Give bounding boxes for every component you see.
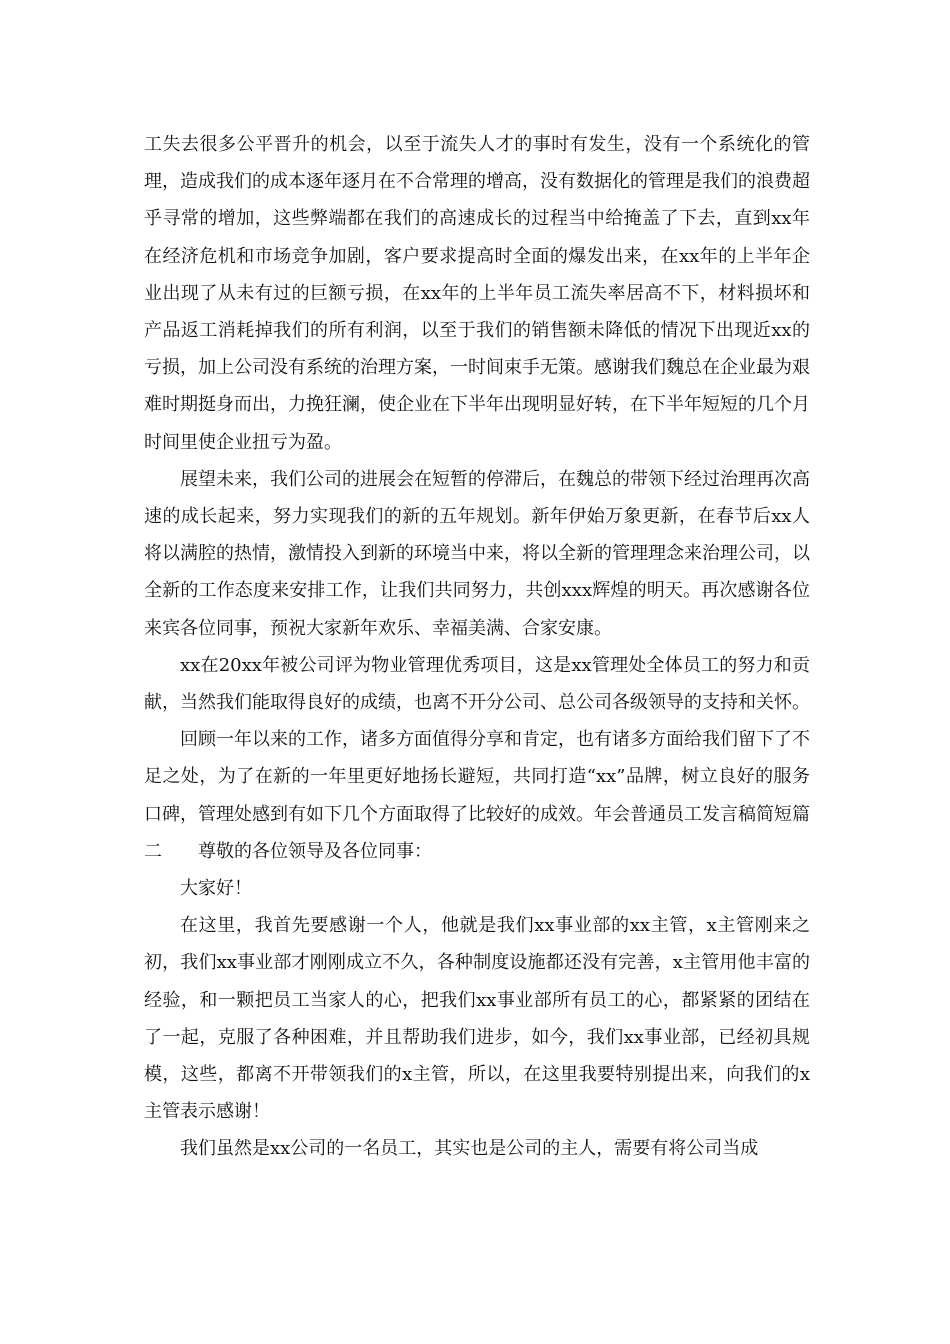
document-body [144, 126, 810, 1168]
paragraph-4 [144, 721, 810, 870]
paragraph-6: 在这里，我首先要感谢一个人，他就是我们xx事业部的xx主管，x主管刚来之初，我们xx事业部才刚刚成立不久，各种制度设施都还没有完善，x主管用他丰富的经验，和一颗把员工当家人的心，把我们xx事业部所有员工的心，都紧紧的团结在了一起，克服了各种困难，并且帮助我们进步，如今，我们xx事业部，已经初具规模，这些，都离不开带领我们的x主管，所以，在这里我要特别提出来，向我们的x主管表示感谢！ [144, 915, 810, 1123]
paragraph-1: 工失去很多公平晋升的机会，以至于流失人才的事时有发生，没有一个系统化的管理，造成我们的成本逐年逐月在不合常理的增高，没有数据化的管理是我们的浪费超乎寻常的增加，这些弊端都在我们的高速成长的过程当中给掩盖了下去，直到xx年在经济危机和市场竞争加剧，客户要求提高时全面的爆发出来，在xx年的上半年企业出现了从未有过的巨额亏损，在xx年的上半年员工流失率居高不下，材料损坏和产品返工消耗掉我们的所有利润，以至于我们的销售额未降低的情况下出现近xx的亏损，加上公司没有系统的治理方案，一时间束手无策。感谢我们魏总在企业最为艰难时期挺身而出，力挽狂澜，使企业在下半年出现明显好转，在下半年短短的几个月时间里使企业扭亏为盈。 [144, 134, 810, 453]
greeting: 大家好！ [180, 878, 252, 900]
paragraph-7: 我们虽然是xx公司的一名员工，其实也是公司的主人，需要有将公司当成 [180, 1138, 759, 1160]
paragraph-2: 展望未来，我们公司的进展会在短暂的停滞后，在魏总的带领下经过治理再次高速的成长起来，努力实现我们的新的五年规划。新年伊始万象更新，在春节后xx人将以满腔的热情，激情投入到新的环境当中来，将以全新的管理理念来治理公司，以全新的工作态度来安排工作，让我们共同努力，共创xxx辉煌的明天。再次感谢各位来宾各位同事，预祝大家新年欢乐、幸福美满、合家安康。 [144, 468, 810, 639]
paragraph-3: xx在20xx年被公司评为物业管理优秀项目，这是xx管理处全体员工的努力和贡献，当然我们能取得良好的成绩，也离不开分公司、总公司各级领导的支持和关怀。 [144, 654, 810, 714]
salutation: 尊敬的各位领导及各位同事： [198, 840, 432, 862]
paragraph-4-main: 回顾一年以来的工作，诸多方面值得分享和肯定，也有诸多方面给我们留下了不足之处，为了在新的一年里更好地扬长避短，共同打造“xx”品牌，树立良好的服务口碑，管理处感到有如下几个方面取得了比较好的成效。年会普通员工发言稿简短篇二 [144, 729, 810, 862]
